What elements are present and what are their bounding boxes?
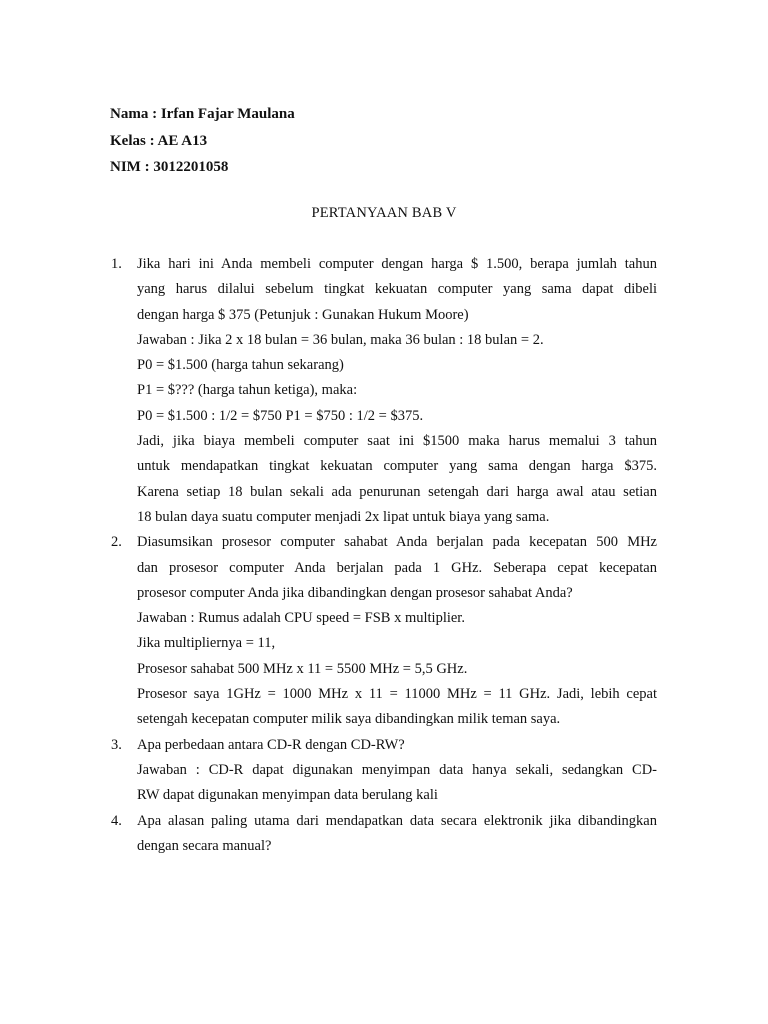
question-list (0, 252, 768, 859)
question-number: 3. (111, 736, 122, 753)
text-line: P1 = $??? (harga tahun ketiga), maka: (137, 382, 358, 399)
question-item (0, 252, 768, 530)
text-line: Prosesor saya 1GHz = 1000 MHz x 11 = 11000 MHz = 11 GHz. Jadi, lebih cepat (137, 686, 657, 703)
student-class: Kelas : AE A13 (110, 132, 208, 149)
text-line: dengan secara manual? (137, 837, 272, 854)
text-line: dengan harga $ 375 (Petunjuk : Gunakan Hukum Moore) (137, 306, 469, 323)
text-line: Jawaban : Jika 2 x 18 bulan = 36 bulan, maka 36 bulan : 18 bulan = 2. (137, 331, 544, 348)
text-line: Jawaban : CD-R dapat digunakan menyimpan data hanya sekali, sedangkan CD- (137, 761, 657, 778)
text-line: yang harus dilalui sebelum tingkat kekuatan computer yang sama dapat dibeli (137, 281, 657, 298)
student-info (110, 101, 295, 181)
question-item (0, 809, 768, 860)
question-number: 2. (111, 534, 122, 551)
text-line: P0 = $1.500 : 1/2 = $750 P1 = $750 : 1/2 = $375. (137, 407, 424, 424)
question-body (137, 530, 657, 732)
question-number: 1. (111, 256, 122, 272)
question-body (137, 252, 657, 530)
text-line: dan prosesor computer Anda berjalan pada 1 GHz. Seberapa cepat kecepatan (137, 559, 657, 576)
text-line: Jika hari ini Anda membeli computer dengan harga $ 1.500, berapa jumlah tahun (137, 256, 657, 272)
text-line: Jawaban : Rumus adalah CPU speed = FSB x multiplier. (137, 610, 465, 627)
question-item (0, 733, 768, 809)
text-line: setengah kecepatan computer milik saya dibandingkan milik teman saya. (137, 711, 561, 728)
text-line: P0 = $1.500 (harga tahun sekarang) (137, 357, 344, 374)
question-number: 4. (111, 812, 122, 829)
text-line: Apa alasan paling utama dari mendapatkan data secara elektronik jika dibandingkan (137, 812, 657, 829)
text-line: Karena setiap 18 bulan sekali ada penurunan setengah dari harga awal atau setian (137, 483, 657, 500)
text-line: untuk mendapatkan tingkat kekuatan computer yang sama dengan harga $375. (137, 458, 657, 475)
question-item (0, 530, 768, 732)
student-nim: NIM : 3012201058 (110, 159, 229, 175)
question-body (137, 809, 657, 860)
text-line: RW dapat digunakan menyimpan data berulang kali (137, 787, 438, 804)
text-line: Apa perbedaan antara CD-R dengan CD-RW? (137, 736, 405, 753)
text-line: 18 bulan daya suatu computer menjadi 2x lipat untuk biaya yang sama. (137, 508, 550, 525)
text-line: Jadi, jika biaya membeli computer saat ini $1500 maka harus memalui 3 tahun (137, 433, 657, 450)
document-title: PERTANYAAN BAB V (311, 205, 457, 221)
student-name: Nama : Irfan Fajar Maulana (110, 106, 295, 122)
text-line: prosesor computer Anda jika dibandingkan dengan prosesor sahabat Anda? (137, 584, 573, 601)
text-line: Prosesor sahabat 500 MHz x 11 = 5500 MHz = 5,5 GHz. (137, 660, 468, 677)
text-line: Diasumsikan prosesor computer sahabat Anda berjalan pada kecepatan 500 MHz (137, 534, 657, 551)
text-line: Jika multipliernya = 11, (137, 635, 276, 652)
question-body (137, 733, 657, 809)
